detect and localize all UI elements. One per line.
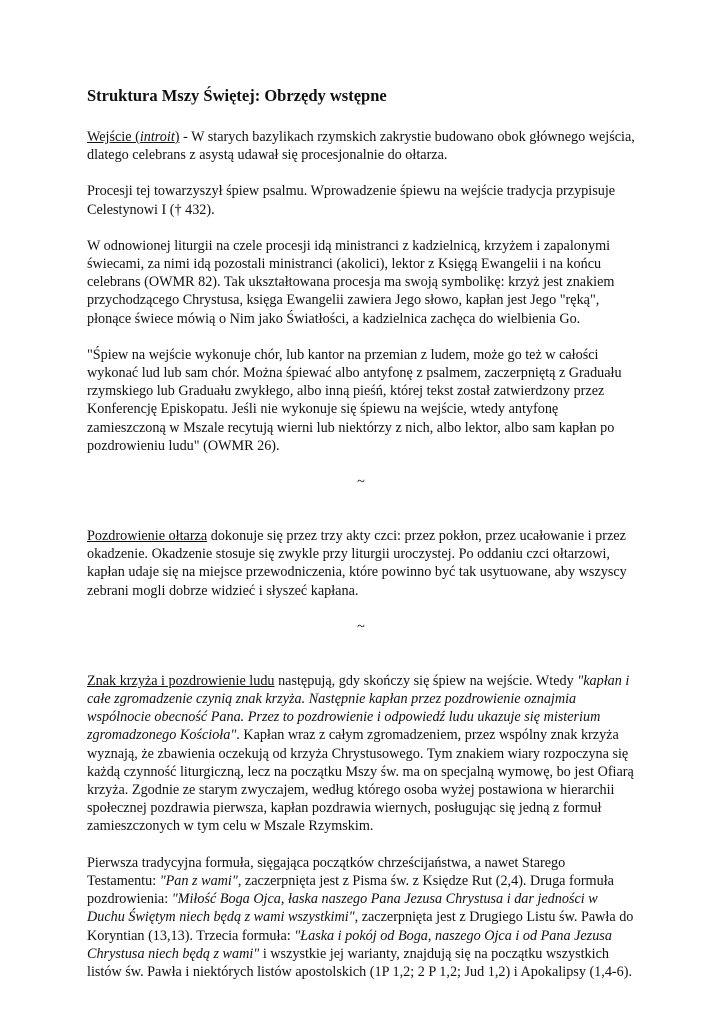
formuly-text-3: , zaczerpnięta jest z Drugiego Listu św. Pawła do Koryntian (13,13). Trzecia formuła: — [87, 909, 634, 944]
formuly-text-2: , zaczerpnięta jest z Pisma św. z Księdze Rut (2,4). Druga formuła pozdrowienia: — [87, 872, 614, 908]
formuly-quote-2: "Miłość Boga Ojca, łaska naszego Pana Jezusa Chrystusa i dar jedności w Duchu Świętym niech będą z wami wszystkimi" — [87, 891, 598, 926]
formuly-quote-1: "Pan z wami" — [159, 872, 238, 889]
section-heading-wejscie — [87, 129, 180, 145]
section-heading-znak-krzyza: Znak krzyża i pozdrowienie ludu — [87, 672, 275, 689]
formuly-text-1: Pierwsza tradycyjna formuła, sięgająca początków chrześcijaństwa, a nawet Starego Testamentu: — [87, 854, 566, 889]
paragraph-wejscie-text: - W starych bazylikach rzymskich zakrystie budowano obok głównego wejścia, dlatego celebrans z asystą udawał się procesjonalnie do ołtarza. — [87, 129, 635, 164]
paragraph-pozdrowienie-text: dokonuje się przez trzy akty czci: przez pokłon, przez ucałowanie i przez okadzenie. Okadzenie stosuje się zwykle przy liturgii uroczystej. Po oddaniu czci ołtarzowi, kapłan udaje się na miejsce przewodniczenia, które powinno być tak usytuowane, aby wszyscy zebrani mogli dobrze widzieć i słyszeć kapłana. — [87, 528, 627, 599]
heading-wejscie-latin: introit — [139, 129, 175, 145]
document-page — [87, 86, 635, 999]
section-separator: ~ — [357, 618, 365, 635]
paragraph-znak-quote: "kapłan i całe zgromadzenie czynią znak krzyża. Następnie kapłan przez pozdrowienie oznajmia wspólnocie obecność Pana. Przez to pozdrowienie i odpowiedź ludu ukazuje się misterium zgromadzonego Kościoła" — [87, 672, 630, 744]
paragraph-formuly-pozdrowienia — [87, 854, 635, 981]
section-separator: ~ — [357, 474, 365, 491]
heading-wejscie-text: Wejście ( — [87, 129, 140, 145]
paragraph-znak-text-2: . Kapłan wraz z całym zgromadzeniem, przez wspólny znak krzyża wyznają, że zbawienia oczekują od krzyża Chrystusowego. Tym znakiem wiary rozpoczyna się każdą czynność liturgiczną, lecz na początku Mszy św. ma on specjalną wymowę, bo jest Ofiarą krzyża. Zgodnie ze starym zwyczajem, według którego osoba wyżej postawiona w hierarchii społecznej pozdrawia pierwsza, kapłan pozdrawia wiernych, posługując się jedną z formuł zamieszczonych w tym celu w Mszale Rzymskim. — [87, 727, 634, 835]
paragraph-wejscie-intro — [87, 128, 635, 164]
paragraph-spiew-na-wejscie: "Śpiew na wejście wykonuje chór, lub kantor na przemian z ludem, może go też w całości wykonać lud lub sam chór. Można śpiewać albo antyfonę z psalmem, zaczerpniętą z Graduału rzymskiego lub Graduału zwykłego, albo inną pieśń, której tekst został zatwierdzony przez Konferencję Episkopatu. Jeśli nie wykonuje się śpiewu na wejście, wtedy antyfonę zamieszczoną w Mszale recytują wierni lub niektórzy z nich, albo lektor, albo sam kapłan po pozdrowieniu ludu" (OWMR 26). — [87, 346, 622, 454]
formuly-text-4: i wszystkie jej warianty, znajdują się na początku wszystkich listów św. Pawła i niektórych listów apostolskich (1P 1,2; 2 P 1,2; Jud 1,2) i Apokalipsy (1,4-6). — [87, 945, 633, 980]
paragraph-procesja-psalm: Procesji tej towarzyszył śpiew psalmu. Wprowadzenie śpiewu na wejście tradycja przypisuje Celestynowi I († 432). — [87, 183, 616, 218]
paragraph-znak-krzyza — [87, 672, 635, 836]
section-heading-pozdrowienie: Pozdrowienie ołtarza — [87, 528, 208, 545]
paragraph-odnowiona-liturgia: W odnowionej liturgii na czele procesji idą ministranci z kadzielnicą, krzyżem i zapalonymi świecami, za nimi idą pozostali ministranci (akolici), lektor z Księgą Ewangelii i na końcu celebrans (OWMR 82). Tak ukształtowana procesja ma swoją symbolikę: krzyż jest znakiem przychodzącego Chrystusa, księga Ewangelii zawiera Jego słowo, kapłan jest Jego "ręką", płonące świece mówią o Nim jako Światłości, a kadzielnica zachęca do wielbienia Go. — [87, 237, 615, 327]
paragraph-znak-text-1: następują, gdy skończy się śpiew na wejście. Wtedy — [274, 672, 578, 689]
paragraph-pozdrowienie-oltarza — [87, 527, 635, 600]
document-title: Struktura Mszy Świętej: Obrzędy wstępne — [87, 86, 387, 105]
heading-wejscie-close: ) — [174, 129, 180, 145]
formuly-quote-3: "Łaska i pokój od Boga, naszego Ojca i od Pana Jezusa Chrystusa niech będą z wami" — [87, 927, 612, 962]
